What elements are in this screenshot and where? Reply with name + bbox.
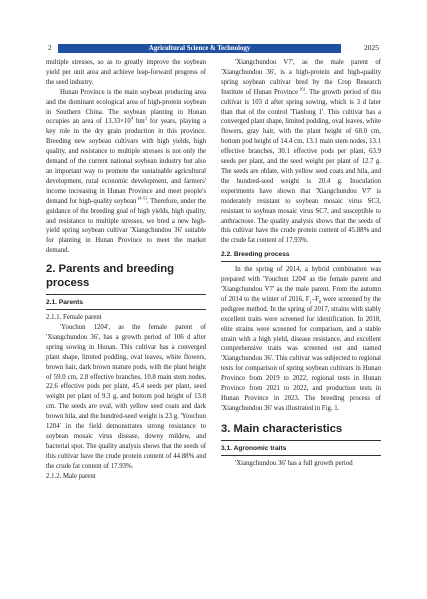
hunan-paragraph: Hunan Province is the main soybean producing area and the dominant ecological area of high-protein soybean in Southern China. The soybean planting in Hunan occupies an area of $13.33\times 10^4$ $hm^2$ for years, playing a key role in the dry grain production in this province. Breeding new soybean cultivars with high yields, high quality, and resistance to multiple stresses is not only the demand of the current national soybean industry but also an important way to promote the sustainable agricultural development, rural economic development, and farmers' income increasing in Hunan Province and meet people's demand for high-quality soybean [4-5]. Therefore, under the guidance of the breeding goal of high yields, high quality, and resistance to multiple stresses, we bred a new high-yield spring soybean cultivar 'Xiangchundou 36' suitable for planting in Hunan Province to meet the market demand. [46, 88, 207, 255]
right-column [221, 58, 381, 469]
subsection-rule [221, 455, 381, 456]
page-number: 2 [48, 43, 52, 52]
subsubsection-heading-female-parent: 2.1.1. Female parent [46, 314, 102, 322]
citation-ref[interactable]: [4-5] [136, 195, 147, 201]
left-column [46, 58, 206, 482]
male-parent-paragraph: 'Xiangchundou V7', as the male parent of 'Xiangchundou 36', is a high-protein and high-quality spring soybean cultivar bred by the Crop Research Institute of Hunan Province [6]. The growth period of this cultivar is 103 d after spring sowing, which is 3 d later than that of the control 'Tianlong 1'. This cultivar has a converged plant shape, limited podding, oval leaves, white flowers, gray hair, with the plant height of 68.0 cm, bottom pod height of 14.4 cm, 13.1 main stem nodes, 13.1 effective branches, 30.1 effective pods per plant, 63.9 seeds per plant, and the seed weight per plant of 12.7 g. The seeds are oblate, with yellow seed coats and hila, and the hundred-seed weight is 20.4 g. Inoculation experiments have shown that 'Xiangchundou V7' is moderately resistant to soybean mosaic virus SC3, resistant to soybean mosaic virus SC7, and susceptible to anthracnose. The quality analysis shows that the seeds of this cultivar have the crude protein content of 45.88% and the crude fat content of 17.93%. [221, 59, 381, 245]
section-rule [46, 294, 206, 295]
header-year: 2025 [364, 43, 379, 52]
subsection-rule [221, 261, 381, 262]
intro-paragraph-end: multiple stresses, so as to greatly improve the soybean yield per unit area and achieve leap-forward progress of the seed industry. [46, 59, 206, 86]
subsection-rule [46, 309, 206, 310]
breeding-process-paragraph: In the spring of 2014, a hybrid combination was prepared with 'Youchun 1204' as the female parent and 'Xiangchundou V7' as the male parent. From the autumn of 2014 to the winter of 2016, $F_1-F_8$ were screened by the pedigree method. In the spring of 2017, strains with stably excellent traits were screened for identification. In 2018, elite strains were screened for comparison, and a stable strain with a high yield, disease resistance, and excellent comprehensive traits was screened out and named 'Xiangchundou 36'. This cultivar was subjected to regional tests for comparison of spring soybean cultivars in Hunan Province from 2019 to 2022, regional tests in Hunan Province from 2021 to 2022, and production tests in Hunan Province in 2023. The breeding process of 'Xiangchundou 36' was illustrated in Fig. 1. [221, 266, 381, 412]
journal-banner: Agricultural Science & Technology [58, 44, 341, 53]
section-heading-parents-breeding: 2. Parents and breeding process [46, 263, 175, 290]
subsubsection-heading-male-parent: 2.1.2. Male parent [46, 472, 96, 480]
agronomic-traits-paragraph: 'Xiangchundou 36' has a full growth period [235, 459, 353, 467]
female-parent-paragraph: 'Youchun 1204', as the female parent of 'Xiangchundou 36', has a growth period of 106 d after spring sowing in Hunan. This cultivar has a converged plant shape, limited podding, oval leaves, white flowers, brown hair, dark brown mature pods, with the plant height of 59.0 cm, 2.8 effective branches, 10.8 main stem nodes, 22.6 effective pods per plant, 45.4 seeds per plant, seed weight per plant of 9.3 g, and bottom pod height of 13.8 cm. The seeds are oval, with yellow seed coats and dark brown hila, and the hundred-seed weight is 23 g. 'Youchun 1204' in the field demonstrates strong resistance to soybean mosaic virus disease, downy mildew, and bacterial spot. The quality analysis shows that the seeds of this cultivar have the crude protein content of 44.88% and the crude fat content of 17.93%. [46, 324, 206, 470]
subsection-heading-agronomic-traits: 3.1. Agronomic traits [221, 444, 287, 452]
citation-ref[interactable]: [6] [298, 86, 306, 92]
section-heading-main-characteristics: 3. Main characteristics [221, 422, 343, 435]
section-rule [221, 440, 381, 441]
running-header [48, 44, 379, 53]
subsection-heading-parents: 2.1. Parents [46, 299, 84, 307]
subsection-heading-breeding-process: 2.2. Breeding process [221, 251, 290, 259]
